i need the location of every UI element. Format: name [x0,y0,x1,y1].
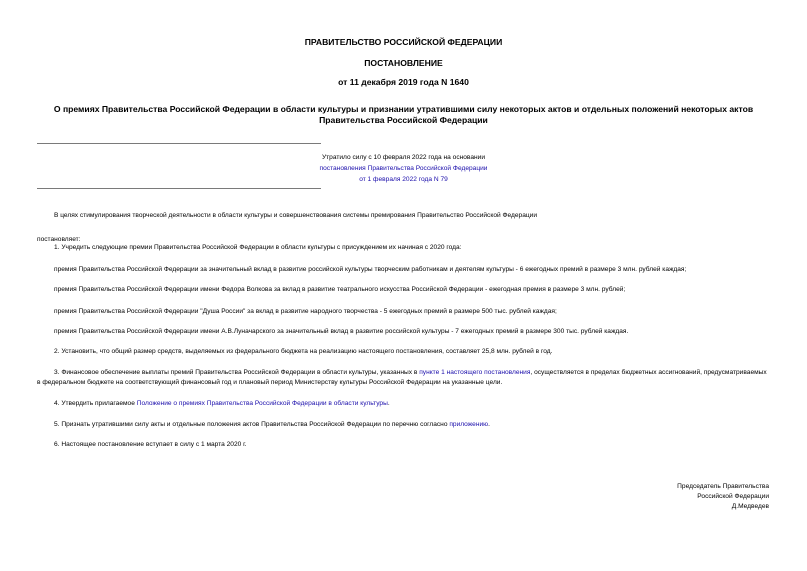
repeal-act-date-link[interactable]: от 1 февраля 2022 года N 79 [359,176,448,183]
status-note-text: Утратило силу с 10 февраля 2022 года на основании [321,154,486,161]
preamble-paragraph: В целях стимулирования творческой деятельности в области культуры и совершенствования системы премирования Правительство Российской Федерации [54,212,538,219]
item-5-paragraph [54,420,490,430]
signature-organization: Российской Федерации [697,493,769,500]
item-5-text-end: . [488,421,490,428]
prize-2-paragraph: премия Правительства Российской Федерации имени Федора Волкова за вклад в развитие театрального искусства Российской Федерации - ежегодная премия в размере 3 млн. рублей; [54,286,626,293]
date-number-heading: от 11 декабря 2019 года N 1640 [338,77,469,87]
prize-4-paragraph: премия Правительства Российской Федерации имени А.В.Луначарского за значительный вклад в развитие российской культуры - 7 ежегодных премий в размере 300 тыс. рублей каждая. [54,328,629,335]
repeal-act-link[interactable]: постановления Правительства Российской Федерации [319,165,488,172]
item-3-text-start: 3. Финансовое обеспечение выплаты премий Правительства Российской Федерации в области культуры, указанных в [54,369,420,376]
item-4-paragraph [54,399,390,409]
government-heading: ПРАВИТЕЛЬСТВО РОССИЙСКОЙ ФЕДЕРАЦИИ [304,37,503,47]
top-divider [37,143,321,144]
item-3-text-end: , осуществляется в пределах бюджетных ассигнований, предусматриваемых в федеральном бюджете на соответствующий финансовый год и плановый период Министерству культуры Российской Федерации на указанные цели. [37,369,767,386]
document-title: О премиях Правительства Российской Федерации в области культуры и признании утратившими силу некоторых актов и отдельных положений некоторых актов Правительства Российской Федерации [53,104,754,125]
bottom-divider [37,188,321,189]
status-note [285,152,522,185]
appendix-link[interactable]: приложению [449,421,489,428]
signature-position: Председатель Правительства [677,483,769,490]
item-3-paragraph [37,368,771,388]
signature-name: Д.Медведев [731,503,769,510]
regulation-link[interactable]: Положение о премиях Правительства Российской Федерации в области культуры [136,400,388,407]
item-6-paragraph: 6. Настоящее постановление вступает в силу с 1 марта 2020 г. [54,441,247,448]
signature-block [677,482,769,512]
item-1-reference-link[interactable]: пункте 1 настоящего постановления [419,369,531,376]
prize-1-paragraph: премия Правительства Российской Федерации за значительный вклад в развитие российской культуры творческим работникам и деятелям культуры - 6 ежегодных премий в размере 3 млн. рублей каждая; [54,266,687,273]
item-5-text-start: 5. Признать утратившими силу акты и отдельные положения актов Правительства Российской Федерации по перечню согласно [54,421,450,428]
item-2-paragraph: 2. Установить, что общий размер средств, выделяемых из федерального бюджета на реализацию настоящего постановления, составляет 25,8 млн. рублей в год. [54,348,553,355]
item-4-text-start: 4. Утвердить прилагаемое [54,400,137,407]
item-4-text-end: . [387,400,390,407]
item-1-paragraph: 1. Учредить следующие премии Правительства Российской Федерации в области культуры с присуждением их начиная с 2020 года: [54,244,462,251]
document-type-heading: ПОСТАНОВЛЕНИЕ [364,58,443,68]
decides-paragraph: постановляет: [37,236,81,243]
prize-3-paragraph: премия Правительства Российской Федерации "Душа России" за вклад в развитие народного творчества - 5 ежегодных премий в размере 500 тыс. рублей каждая; [54,308,557,315]
